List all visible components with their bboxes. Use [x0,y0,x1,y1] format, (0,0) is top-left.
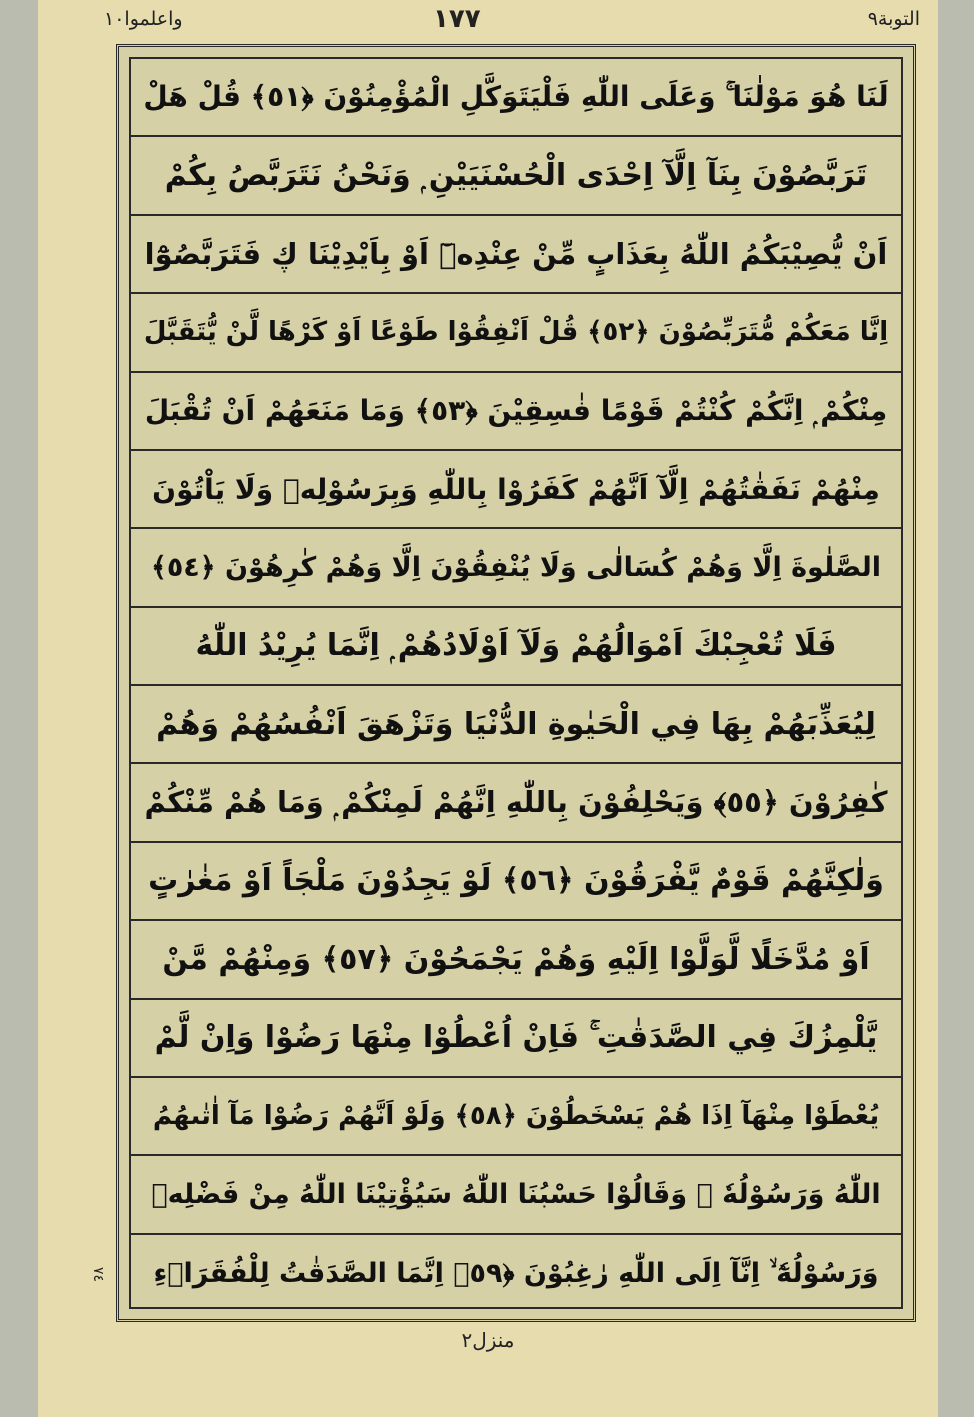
juz-title: واعلموا١٠ [104,8,183,30]
verse-line: يُعْطَوْا مِنْهَآ اِذَا هُمْ يَسْخَطُوْنَ ﴿٥٨﴾ وَلَوْ اَنَّهُمْ رَضُوْا مَآ اٰتٰىهُمُ [131,1078,901,1156]
quran-page [38,0,938,1417]
verse-line: لَنَا هُوَ مَوْلٰنَا ۚ وَعَلَى اللّٰهِ فَلْيَتَوَكَّلِ الْمُؤْمِنُوْنَ ﴿٥١﴾ قُلْ هَلْ [131,59,901,137]
verse-line: اَنْ يُّصِيْبَكُمُ اللّٰهُ بِعَذَابٍ مِّنْ عِنْدِهٖٓ اَوْ بِاَيْدِيْنَا ڮ فَتَرَبَّصُوْٓا [131,216,901,294]
verse-line: مِنْكُمْ ۭ اِنَّكُمْ كُنْتُمْ قَوْمًا فٰسِقِيْنَ ﴿٥٣﴾ وَمَا مَنَعَهُمْ اَنْ تُقْبَلَ [131,373,901,451]
verse-line: الصَّلٰوةَ اِلَّا وَهُمْ كُسَالٰى وَلَا يُنْفِقُوْنَ اِلَّا وَهُمْ كٰرِهُوْنَ ﴿٥٤﴾ [131,529,901,607]
verse-line: مِنْهُمْ نَفَقٰتُهُمْ اِلَّآ اَنَّهُمْ كَفَرُوْا بِاللّٰهِ وَبِرَسُوْلِهٖ وَلَا يَاْتُوْنَ [131,451,901,529]
verse-line: وَرَسُوْلُهٗٓ ۙ اِنَّآ اِلَى اللّٰهِ رٰغِبُوْنَ ﴿٥٩﴾ اِنَّمَا الصَّدَقٰتُ لِلْفُقَرَاۗءِ [153,1257,879,1289]
text-frame [116,44,916,1322]
ruku-marker: ٧٤ [90,1267,106,1283]
surah-title: التوبة٩ [867,8,920,30]
page-number: ١٧٧ [433,4,481,34]
verse-line: يَّلْمِزُكَ فِي الصَّدَقٰتِ ۚ فَاِنْ اُعْطُوْا مِنْهَا رَضُوْا وَاِنْ لَّمْ [131,1000,901,1078]
verse-line: اَوْ مُدَّخَلًا لَّوَلَّوْا اِلَيْهِ وَهُمْ يَجْمَحُوْنَ ﴿٥٧﴾ وَمِنْهُمْ مَّنْ [131,921,901,999]
verse-lines [129,57,903,1309]
verse-line: فَلَا تُعْجِبْكَ اَمْوَالُهُمْ وَلَآ اَوْلَادُهُمْ ۭ اِنَّمَا يُرِيْدُ اللّٰهُ [131,608,901,686]
verse-line: اللّٰهُ وَرَسُوْلُهٗ ۙ وَقَالُوْا حَسْبُنَا اللّٰهُ سَيُؤْتِيْنَا اللّٰهُ مِنْ فَضْلِهٖ [131,1156,901,1234]
verse-line: كٰفِرُوْنَ ﴿٥٥﴾ وَيَحْلِفُوْنَ بِاللّٰهِ اِنَّهُمْ لَمِنْكُمْ ۭ وَمَا هُمْ مِّنْكُمْ [131,764,901,842]
page-header [38,0,938,44]
verse-line: اِنَّا مَعَكُمْ مُّتَرَبِّصُوْنَ ﴿٥٢﴾ قُلْ اَنْفِقُوْا طَوْعًا اَوْ كَرْهًا لَّنْ يُّتَقَبَّلَ [131,294,901,372]
manzil-label: منزل٢ [461,1328,515,1352]
verse-line: تَرَبَّصُوْنَ بِنَآ اِلَّآ اِحْدَى الْحُسْنَيَيْنِ ۭ وَنَحْنُ نَتَرَبَّصُ بِكُمْ [131,137,901,215]
verse-line: وَلٰكِنَّهُمْ قَوْمٌ يَّفْرَقُوْنَ ﴿٥٦﴾ لَوْ يَجِدُوْنَ مَلْجَاً اَوْ مَغٰرٰتٍ [131,843,901,921]
verse-line: لِيُعَذِّبَهُمْ بِهَا فِي الْحَيٰوةِ الدُّنْيَا وَتَزْهَقَ اَنْفُسُهُمْ وَهُمْ [131,686,901,764]
